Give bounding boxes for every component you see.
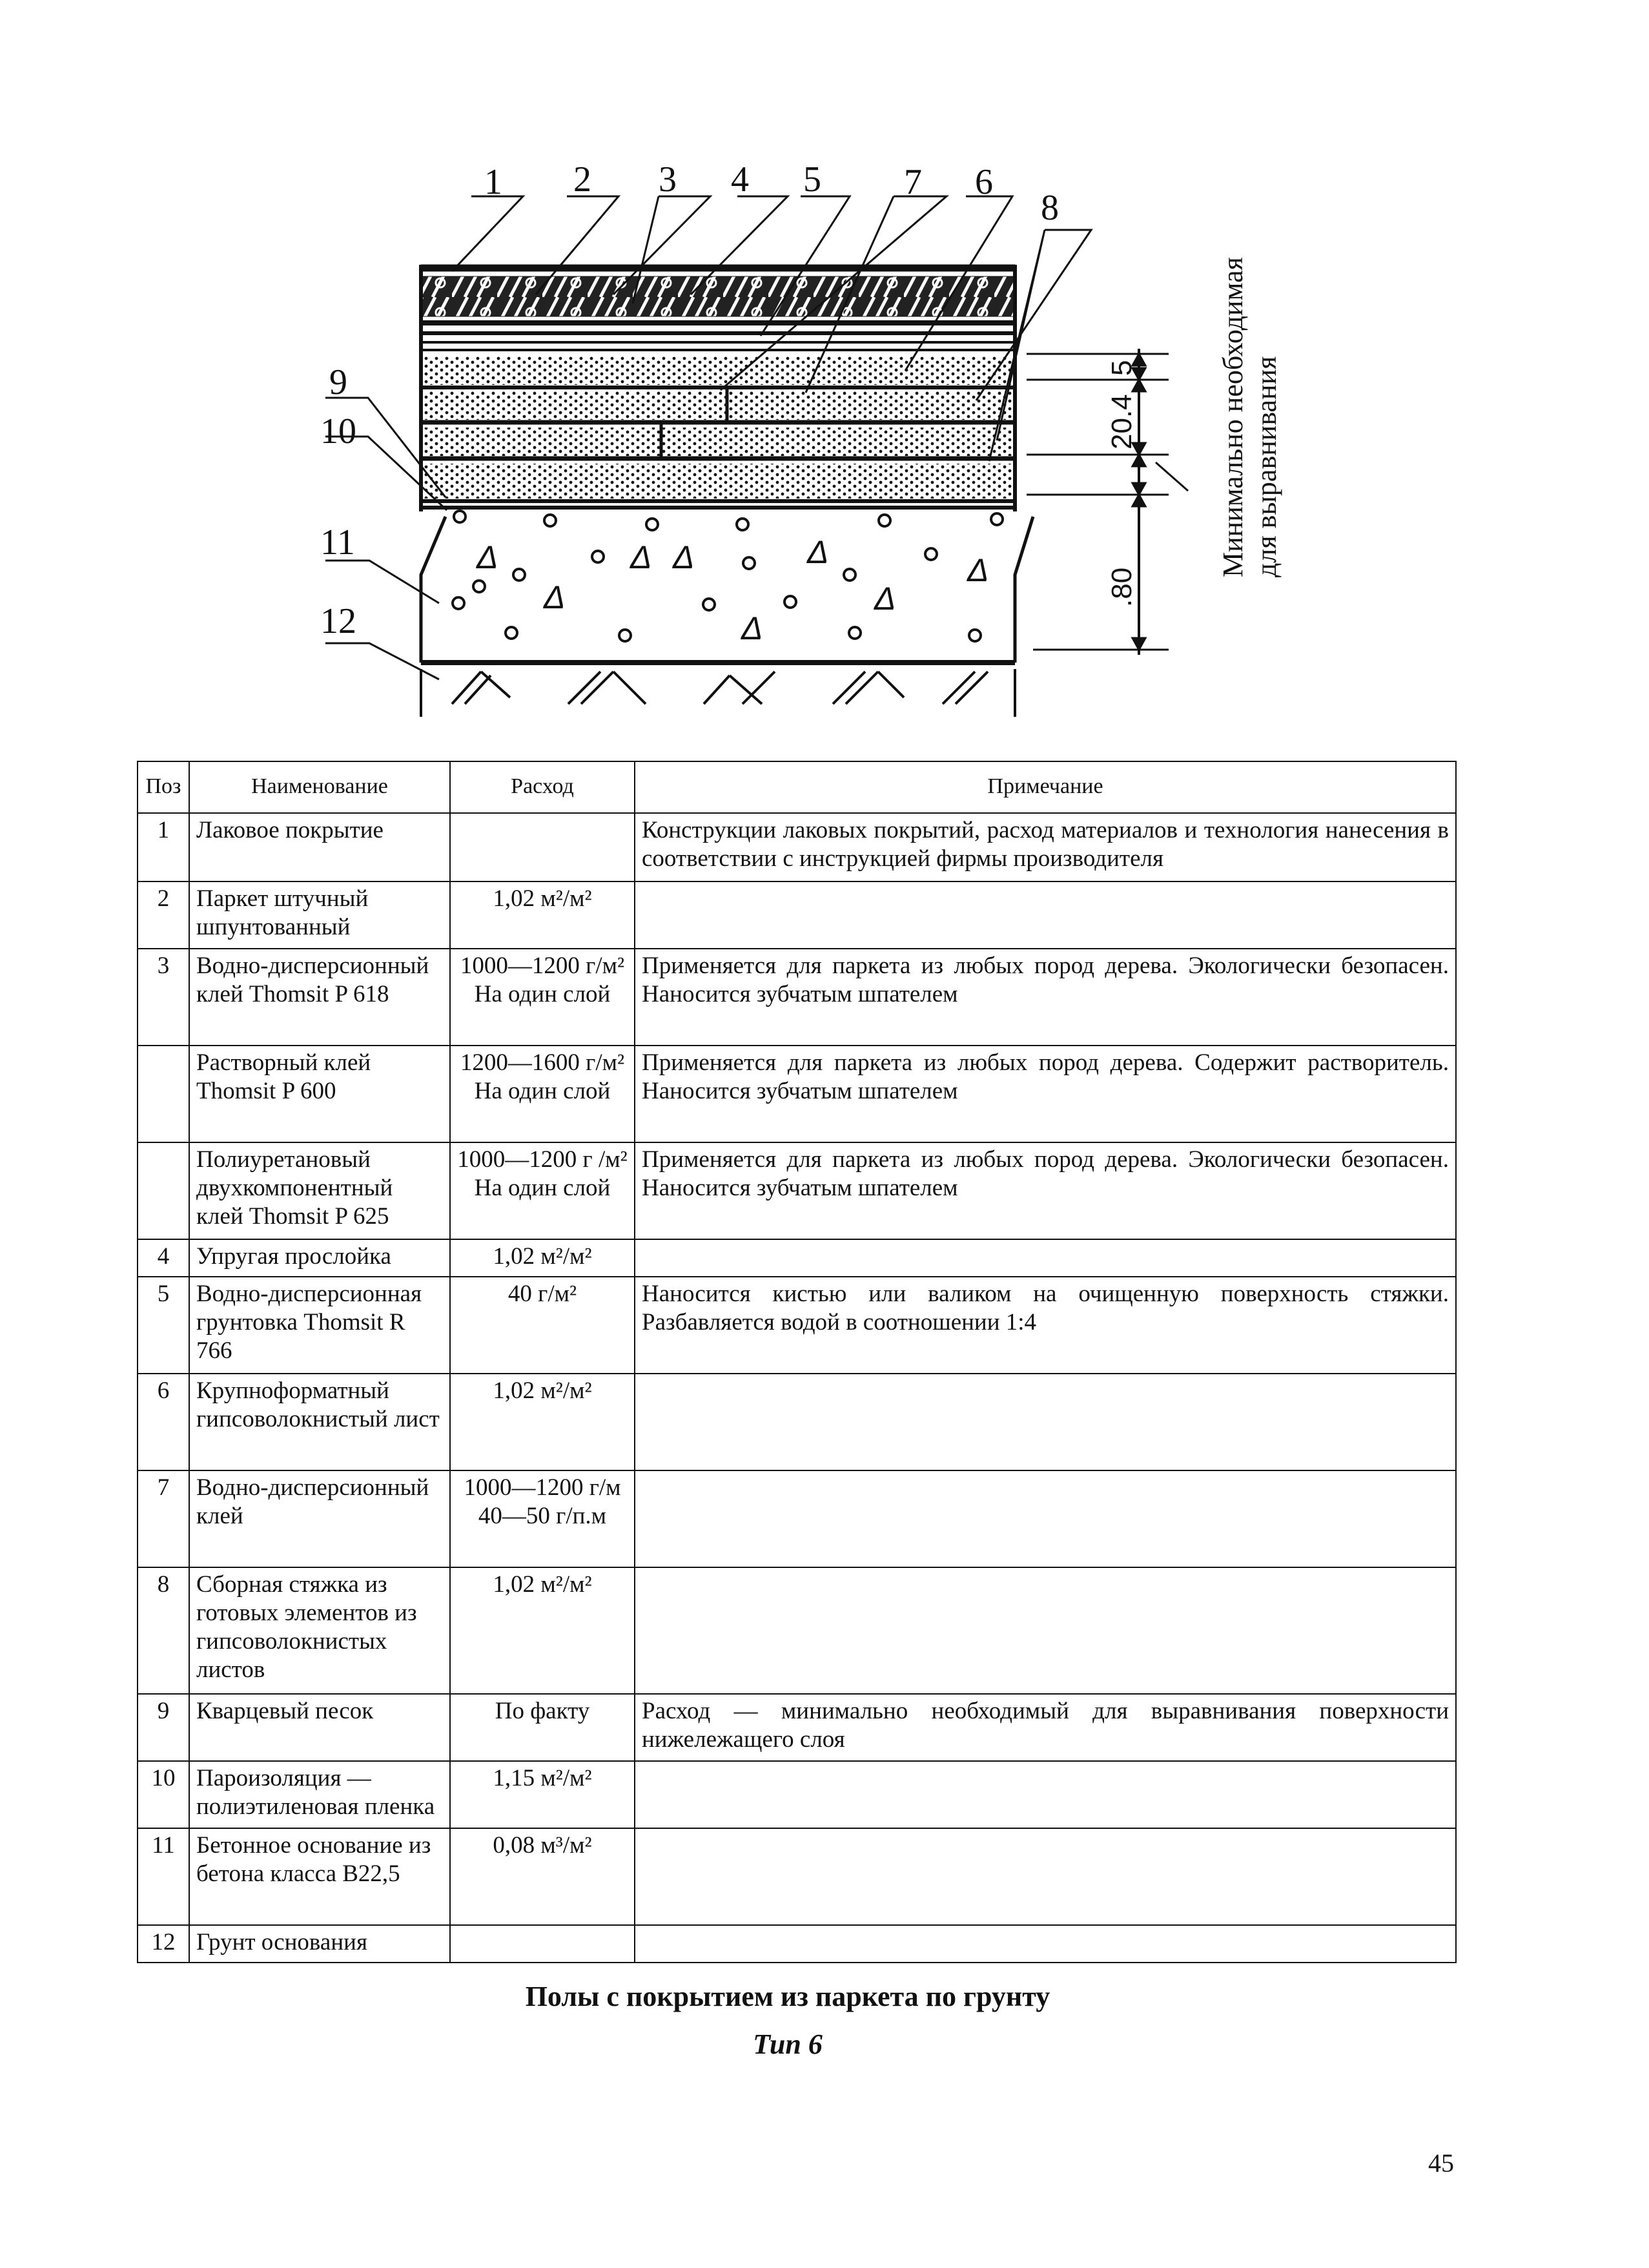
cell-name: Водно-дисперсионный клей [189, 1470, 450, 1567]
cell-pos: 5 [138, 1277, 189, 1374]
callout-10: 10 [320, 411, 356, 451]
table-row [138, 1374, 1456, 1470]
callout-2: 2 [573, 160, 591, 200]
cell-pos: 6 [138, 1374, 189, 1470]
cell-pos: 3 [138, 949, 189, 1046]
cell-rate: 1000—1200 г/м 40—50 г/п.м [450, 1470, 635, 1567]
cell-rate: 1,02 м²/м² [450, 1239, 635, 1277]
table-row [138, 1239, 1456, 1277]
table-row [138, 1277, 1456, 1374]
cell-name: Паркет штучный шпунтованный [189, 881, 450, 949]
callout-8: 8 [1041, 188, 1059, 228]
cell-pos: 9 [138, 1694, 189, 1761]
cell-note [635, 1470, 1456, 1567]
cell-rate: 1200—1600 г/м² На один слой [450, 1046, 635, 1142]
callout-12: 12 [320, 601, 356, 641]
header-rate: Расход [450, 761, 635, 813]
cell-rate: 1,15 м²/м² [450, 1761, 635, 1828]
cell-name: Грунт основания [189, 1925, 450, 1963]
callout-9: 9 [329, 362, 347, 402]
side-note-line-1: Минимально необходимая [1217, 257, 1249, 577]
cell-name: Водно-дисперсионная грунтовка Thomsit R 766 [189, 1277, 450, 1374]
svg-text:Δ: Δ [741, 610, 763, 646]
soil-hatch [421, 669, 1015, 717]
callout-4: 4 [731, 160, 749, 200]
cell-note [635, 1239, 1456, 1277]
header-name: Наименование [189, 761, 450, 813]
table-row [138, 1046, 1456, 1142]
cell-rate: По факту [450, 1694, 635, 1761]
cell-note: Применяется для паркета из любых пород дерева. Содержит растворитель. Наносится зубчатым шпателем [635, 1046, 1456, 1142]
svg-text:Δ: Δ [673, 539, 695, 575]
cell-name: Лаковое покрытие [189, 813, 450, 881]
cell-pos: 11 [138, 1828, 189, 1925]
table-row [138, 1761, 1456, 1828]
cell-name: Полиуретановый двухкомпонентный клей Thomsit P 625 [189, 1142, 450, 1239]
caption-type: Тип 6 [753, 2028, 823, 2060]
cell-rate: 1,02 м²/м² [450, 1567, 635, 1694]
svg-text:Δ: Δ [967, 552, 989, 588]
cell-name: Водно-дисперсионный клей Thomsit P 618 [189, 949, 450, 1046]
cell-note [635, 881, 1456, 949]
side-note-line-2: для выравнивания [1251, 356, 1282, 577]
cell-pos: 4 [138, 1239, 189, 1277]
cell-note: Конструкции лаковых покрытий, расход материалов и технология нанесения в соответствии с инструкцией фирмы производителя [635, 813, 1456, 881]
cell-pos: 8 [138, 1567, 189, 1694]
cell-name: Упругая прослойка [189, 1239, 450, 1277]
table-body [138, 813, 1456, 1963]
cell-note: Применяется для паркета из любых пород дерева. Экологически безопасен. Наносится зубчатым шпателем [635, 1142, 1456, 1239]
table-row [138, 1470, 1456, 1567]
cell-name: Растворный клей Thomsit P 600 [189, 1046, 450, 1142]
cell-name: Крупноформатный гипсоволокнистый лист [189, 1374, 450, 1470]
callout-1: 1 [484, 162, 502, 202]
table-row [138, 881, 1456, 949]
cell-note [635, 1828, 1456, 1925]
cell-pos: 1 [138, 813, 189, 881]
table-row [138, 1694, 1456, 1761]
svg-text:Δ: Δ [807, 534, 829, 570]
cell-note [635, 1374, 1456, 1470]
table-row [138, 1828, 1456, 1925]
cell-pos: 2 [138, 881, 189, 949]
cell-rate: 1,02 м²/м² [450, 1374, 635, 1470]
cell-note: Применяется для паркета из любых пород дерева. Экологически безопасен. Наносится зубчатым шпателем [635, 949, 1456, 1046]
cell-pos [138, 1046, 189, 1142]
cell-note: Наносится кистью или валиком на очищенную поверхность стяжки. Разбавляется водой в соотношении 1:4 [635, 1277, 1456, 1374]
cell-pos: 10 [138, 1761, 189, 1828]
callout-11: 11 [320, 522, 355, 562]
cell-name: Кварцевый песок [189, 1694, 450, 1761]
specification-table [137, 761, 1457, 1963]
svg-text:Δ: Δ [544, 579, 566, 615]
cell-name: Сборная стяжка из готовых элементов из гипсоволокнистых листов [189, 1567, 450, 1694]
cell-rate: 1000—1200 г/м² На один слой [450, 949, 635, 1046]
svg-text:Δ: Δ [476, 539, 498, 575]
cell-pos: 12 [138, 1925, 189, 1963]
svg-text:Δ: Δ [874, 581, 896, 617]
callout-5: 5 [803, 160, 821, 200]
header-pos: Поз [138, 761, 189, 813]
layer-stack [421, 265, 1015, 511]
cell-name: Бетонное основание из бетона класса B22,5 [189, 1828, 450, 1925]
side-note [1217, 257, 1282, 577]
table-header-row [138, 761, 1456, 813]
cell-rate: 0,08 м³/м² [450, 1828, 635, 1925]
cell-pos: 7 [138, 1470, 189, 1567]
header-note: Примечание [635, 761, 1456, 813]
callout-7: 7 [904, 162, 922, 202]
concrete-base [421, 511, 1033, 663]
callout-3: 3 [659, 160, 677, 200]
caption-title: Полы с покрытием из паркета по грунту [525, 1981, 1050, 2012]
cell-note [635, 1567, 1456, 1694]
table-row [138, 949, 1456, 1046]
cell-rate: 1,02 м²/м² [450, 881, 635, 949]
page-number: 45 [1428, 2149, 1454, 2178]
cell-rate [450, 813, 635, 881]
dimension-80: .80 [1106, 567, 1138, 607]
cell-pos [138, 1142, 189, 1239]
floor-cross-section-drawing [0, 0, 1649, 743]
table-row [138, 1925, 1456, 1963]
cell-rate: 1000—1200 г /м² На один слой [450, 1142, 635, 1239]
dimension-5: 5 [1106, 360, 1138, 376]
svg-text:Δ: Δ [630, 539, 652, 575]
dimension-20-4: 20.4 [1106, 394, 1138, 449]
table-row [138, 1567, 1456, 1694]
cell-note [635, 1761, 1456, 1828]
cell-rate: 40 г/м² [450, 1277, 635, 1374]
table-row [138, 1142, 1456, 1239]
callout-6: 6 [975, 162, 993, 202]
table-row [138, 813, 1456, 881]
cell-note [635, 1925, 1456, 1963]
cell-rate [450, 1925, 635, 1963]
cell-note: Расход — минимально необходимый для выравнивания поверхности нижележащего слоя [635, 1694, 1456, 1761]
cell-name: Пароизоляция — полиэтиленовая пленка [189, 1761, 450, 1828]
